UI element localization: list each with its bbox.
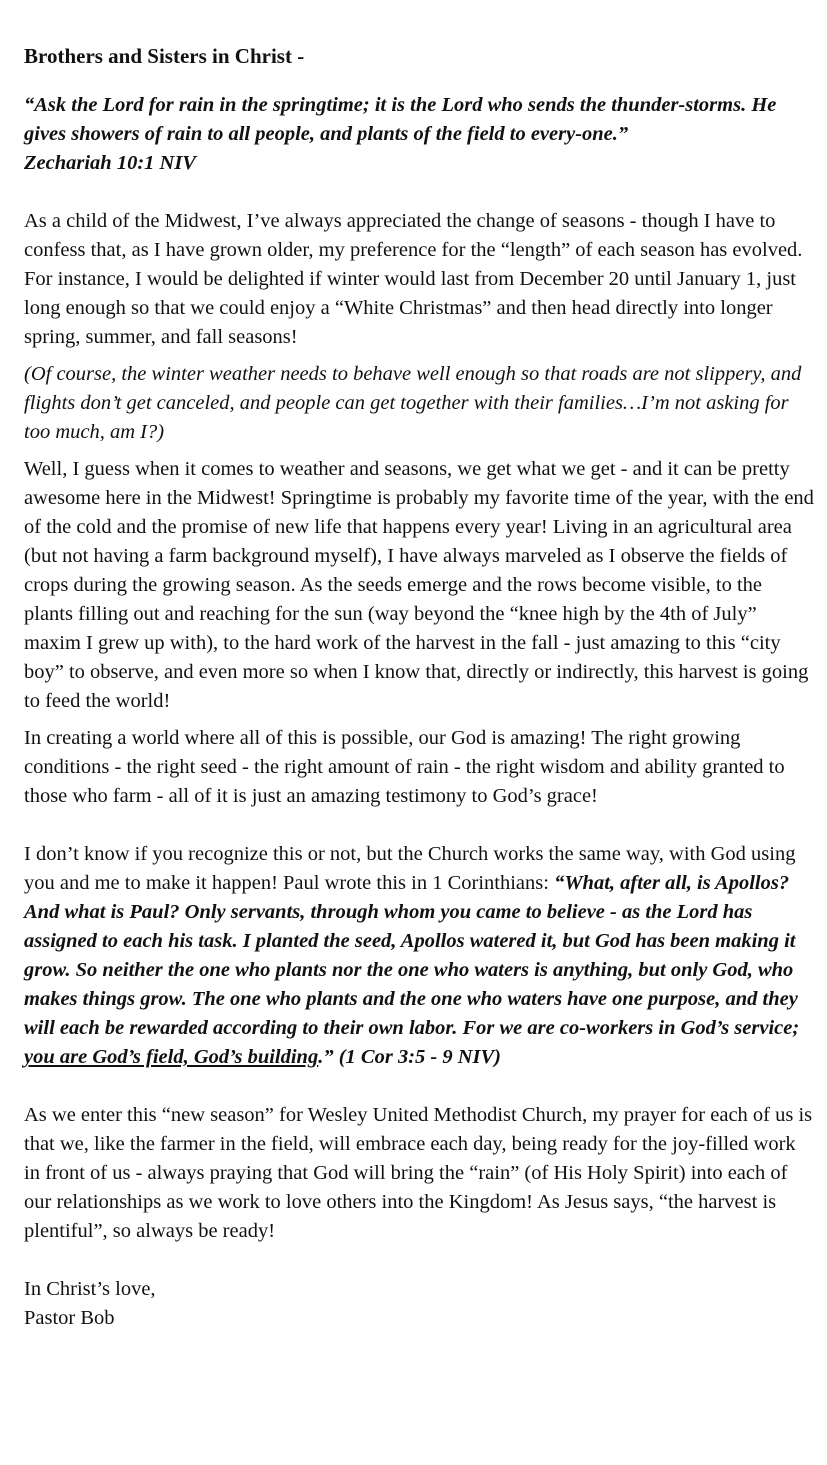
paragraph-seasons: As a child of the Midwest, I’ve always appreciated the change of seasons - though I have to confess that, as I have grown older, my preference for the “length” of each season has evolved. For instance, I would be delighted if winter would last from December 20 until January 1, just long enough so that we could enjoy a “White Christmas” and then head directly into longer spring, summer, and fall seasons! (24, 210, 803, 348)
paragraph-new-season: As we enter this “new season” for Wesley United Methodist Church, my prayer for each of us is that we, like the farmer in the field, will embrace each day, being ready for the joy-filled work in front of us - always praying that God will bring the “rain” (of His Holy Spirit) into each of our relationships as we work to love others into the Kingdom! As Jesus says, “the harvest is plentiful”, so always be ready! (24, 1104, 813, 1242)
letter-page (24, 42, 814, 1333)
opening-verse-reference: Zechariah 10:1 NIV (24, 152, 196, 174)
closing: In Christ’s love, (24, 1278, 156, 1300)
corinthians-reference: .” (1 Cor 3:5 - 9 NIV) (318, 1046, 502, 1068)
paragraph-springtime: Well, I guess when it comes to weather and seasons, we get what we get - and it can be pretty awesome here in the Midwest! Springtime is probably my favorite time of the year, with the end of the cold and the promise of new life that happens every year! Living in an agricultural area (but not having a farm background myself), I have always marveled as I observe the fields of crops during the growing season. As the seeds emerge and the rows become visible, to the plants filling out and reaching for the sun (way beyond the “knee high by the 4th of July” maxim I grew up with), to the hard work of the harvest in the fall - just amazing to this “city boy” to observe, and even more so when I know that, directly or indirectly, this harvest is going to feed the world! (24, 458, 814, 712)
corinthians-intro: I don’t know if you recognize this or not, but the Church works the same way, with God using you and me to make it happen! Paul wrote this in 1 Corinthians: (24, 843, 796, 894)
salutation: Brothers and Sisters in Christ - (24, 44, 305, 68)
paragraph-corinthians (24, 840, 814, 1072)
paragraph-winter-aside: (Of course, the winter weather needs to behave well enough so that roads are not slippery, and flights don’t get canceled, and people can get together with their families…I’m not asking for too much, am I?) (24, 363, 802, 443)
opening-verse-text: “Ask the Lord for rain in the springtime; it is the Lord who sends the thunder-storms. He gives showers of rain to all people, and plants of the field to every-one.” (24, 94, 777, 145)
paragraph-god-amazing: In creating a world where all of this is possible, our God is amazing! The right growing conditions - the right seed - the right amount of rain - the right wisdom and ability granted to those who farm - all of it is just an amazing testimony to God’s grace! (24, 727, 785, 807)
corinthians-quote: “What, after all, is Apollos? And what is Paul? Only servants, through whom you came to believe - as the Lord has assigned to each his task. I planted the seed, Apollos watered it, but God has been making it grow. So neither the one who plants nor the one who waters is anything, but only God, who makes things grow. The one who plants and the one who waters have one purpose, and they will each be rewarded according to their own labor. For we are co-workers in God’s service; (24, 872, 800, 1039)
corinthians-underlined-phrase: you are God’s field, God’s building (24, 1046, 319, 1068)
signature: Pastor Bob (24, 1307, 115, 1329)
